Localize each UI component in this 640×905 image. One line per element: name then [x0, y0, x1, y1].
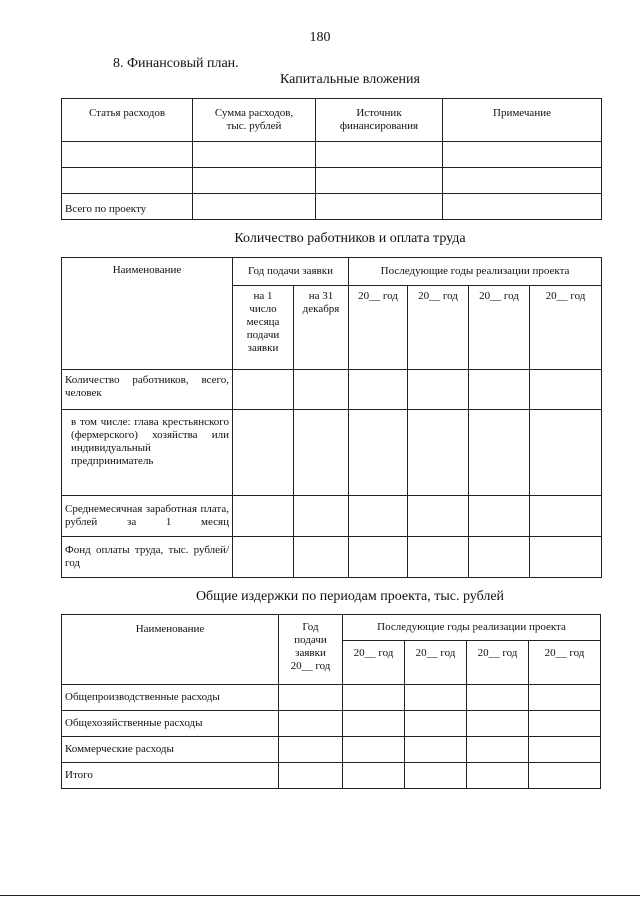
costs-year-col-text: 20__ год [477, 647, 518, 659]
table-row [62, 370, 602, 410]
workers-sub-first-day-text: на 1 число месяца подачи заявки [246, 290, 280, 354]
empty-cell[interactable] [294, 537, 349, 578]
workers-row-label [62, 410, 233, 496]
empty-cell[interactable] [316, 142, 443, 168]
workers-sub-dec31-text: на 31 декабря [302, 290, 340, 315]
empty-cell[interactable] [193, 168, 316, 194]
empty-cell[interactable] [408, 410, 469, 496]
workers-header-name [62, 258, 233, 370]
empty-cell[interactable] [279, 685, 343, 711]
empty-cell[interactable] [530, 370, 602, 410]
capital-header-note-text: Примечание [493, 107, 551, 119]
empty-cell[interactable] [349, 496, 408, 537]
capital-investments-caption: Капитальные вложения [280, 72, 420, 87]
capital-header-amount-text: Сумма расходов, тыс. рублей [214, 107, 294, 132]
workers-year-col-text: 20__ год [358, 290, 398, 302]
empty-cell[interactable] [62, 142, 193, 168]
table-row [62, 194, 602, 220]
workers-header-application-year: Год подачи заявки [233, 258, 349, 286]
costs-header-name-text: Наименование [135, 623, 205, 635]
capital-investments-table [61, 98, 602, 220]
empty-cell[interactable] [294, 410, 349, 496]
table-row [62, 142, 602, 168]
bottom-rule [0, 895, 640, 896]
empty-cell[interactable] [349, 370, 408, 410]
empty-cell[interactable] [233, 370, 294, 410]
table-row [62, 496, 602, 537]
empty-cell[interactable] [469, 410, 530, 496]
costs-header-application-year-text: Год подачи заявки 20__ год [290, 621, 331, 672]
costs-header-name [62, 615, 279, 685]
workers-header-following-years: Последующие годы реализации проекта [349, 258, 602, 286]
empty-cell[interactable] [405, 737, 467, 763]
workers-row-label [62, 496, 233, 537]
empty-cell[interactable] [343, 763, 405, 789]
workers-row-label [62, 370, 233, 410]
empty-cell[interactable] [443, 142, 602, 168]
empty-cell[interactable] [62, 168, 193, 194]
empty-cell[interactable] [530, 496, 602, 537]
empty-cell[interactable] [233, 537, 294, 578]
costs-year-col-text: 20__ год [415, 647, 456, 659]
empty-cell[interactable] [467, 711, 529, 737]
workers-row-label-text: в том числе: глава крестьянского (фермерского) хозяйства или индивидуальный предприниматель [71, 416, 229, 467]
empty-cell[interactable] [408, 537, 469, 578]
workers-row-label-text: Среднемесячная заработная плата, рублей за 1 месяц [65, 503, 229, 528]
empty-cell[interactable] [349, 410, 408, 496]
empty-cell[interactable] [469, 496, 530, 537]
empty-cell[interactable] [467, 685, 529, 711]
empty-cell[interactable] [343, 737, 405, 763]
workers-wages-caption: Количество работников и оплата труда [234, 231, 466, 246]
empty-cell[interactable] [529, 763, 601, 789]
general-costs-caption: Общие издержки по периодам проекта, тыс. рублей [195, 589, 505, 604]
empty-cell[interactable] [443, 168, 602, 194]
workers-row-label-text: Количество работников, всего, человек [65, 374, 229, 399]
workers-row-label-text: Фонд оплаты труда, тыс. рублей/год [65, 544, 229, 569]
workers-sub-first-day [233, 286, 294, 370]
workers-sub-dec31 [294, 286, 349, 370]
empty-cell[interactable] [529, 685, 601, 711]
empty-cell[interactable] [316, 168, 443, 194]
table-row [62, 410, 602, 496]
table-row [62, 685, 601, 711]
workers-year-col [469, 286, 530, 370]
empty-cell[interactable] [405, 711, 467, 737]
capital-header-source [316, 99, 443, 142]
empty-cell[interactable] [343, 685, 405, 711]
workers-year-col [349, 286, 408, 370]
capital-header-expense-item-text: Статья расходов [88, 107, 166, 119]
table-row [62, 763, 601, 789]
empty-cell[interactable] [469, 537, 530, 578]
costs-row-label: Общехозяйственные расходы [62, 711, 279, 737]
workers-row-label [62, 537, 233, 578]
empty-cell[interactable] [405, 763, 467, 789]
costs-year-col-text: 20__ год [353, 647, 394, 659]
costs-year-col [343, 641, 405, 685]
empty-cell[interactable] [408, 370, 469, 410]
workers-year-col [530, 286, 602, 370]
empty-cell[interactable] [405, 685, 467, 711]
empty-cell[interactable] [443, 194, 602, 220]
workers-year-col-text: 20__ год [545, 290, 586, 302]
empty-cell[interactable] [233, 496, 294, 537]
capital-header-expense-item [62, 99, 193, 142]
empty-cell[interactable] [294, 496, 349, 537]
page-number: 180 [309, 30, 331, 45]
capital-header-note [443, 99, 602, 142]
table-row [62, 168, 602, 194]
workers-year-col-text: 20__ год [479, 290, 519, 302]
costs-row-label: Коммерческие расходы [62, 737, 279, 763]
empty-cell[interactable] [233, 410, 294, 496]
costs-row-label: Общепроизводственные расходы [62, 685, 279, 711]
empty-cell[interactable] [530, 537, 602, 578]
costs-year-col [405, 641, 467, 685]
costs-header-following-years: Последующие годы реализации проекта [343, 615, 601, 641]
empty-cell[interactable] [193, 194, 316, 220]
workers-header-name-text: Наименование [112, 264, 182, 276]
empty-cell[interactable] [469, 370, 530, 410]
empty-cell[interactable] [279, 763, 343, 789]
empty-cell[interactable] [294, 370, 349, 410]
section-title: 8. Финансовый план. [113, 56, 239, 71]
empty-cell[interactable] [529, 711, 601, 737]
capital-header-source-text: Источник финансирования [339, 107, 419, 132]
costs-year-col-text: 20__ год [544, 647, 585, 659]
empty-cell[interactable] [316, 194, 443, 220]
empty-cell[interactable] [279, 711, 343, 737]
empty-cell[interactable] [408, 496, 469, 537]
general-costs-table [61, 614, 601, 789]
table-row [62, 537, 602, 578]
costs-year-col [529, 641, 601, 685]
empty-cell[interactable] [467, 737, 529, 763]
capital-header-amount [193, 99, 316, 142]
table-row [62, 737, 601, 763]
empty-cell[interactable] [279, 737, 343, 763]
empty-cell[interactable] [343, 711, 405, 737]
workers-year-col [408, 286, 469, 370]
empty-cell[interactable] [530, 410, 602, 496]
costs-year-col [467, 641, 529, 685]
empty-cell[interactable] [529, 737, 601, 763]
table-row [62, 711, 601, 737]
empty-cell[interactable] [193, 142, 316, 168]
workers-wages-table [61, 257, 602, 578]
empty-cell[interactable] [467, 763, 529, 789]
workers-year-col-text: 20__ год [418, 290, 458, 302]
costs-header-application-year [279, 615, 343, 685]
empty-cell[interactable] [349, 537, 408, 578]
capital-total-label: Всего по проекту [62, 194, 193, 220]
costs-row-label: Итого [62, 763, 279, 789]
